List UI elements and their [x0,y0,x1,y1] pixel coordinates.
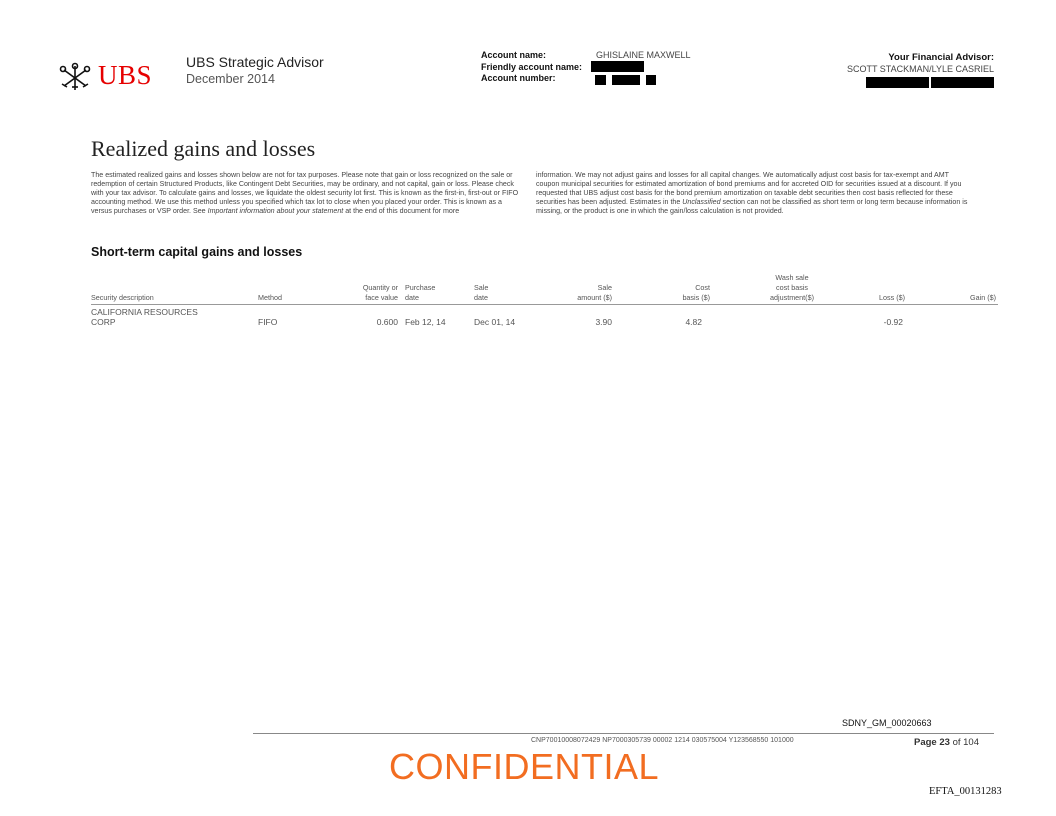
intro-text-right [536,171,968,216]
redaction-advisor-1 [866,77,929,88]
cell-sale-date: Dec 01, 14 [474,317,516,327]
cell-security-line-1: CALIFORNIA RESOURCES [91,307,198,317]
cell-cost-basis: 4.82 [685,317,702,327]
intro-text-left [91,171,523,216]
efta-number: EFTA_00131283 [929,786,1002,797]
friendly-account-name-label: Friendly account name: [481,61,583,72]
cell-method: FIFO [258,317,278,327]
header-quantity [330,283,398,303]
header-quantity-line-2: face value [365,293,398,302]
cell-loss: -0.92 [883,317,903,327]
confidential-stamp: CONFIDENTIAL [389,746,660,787]
page-number [914,737,979,748]
header-wash-line-2: cost basis [776,283,808,292]
ubs-logo [58,60,168,96]
product-name: UBS Strategic Advisor [186,54,324,70]
header-loss: Loss ($) [879,293,905,302]
header-sale-amount-line-1: Sale [597,283,612,292]
header-quantity-line-1: Quantity or [362,283,398,292]
header-gain: Gain ($) [970,293,996,302]
page-current: 23 [939,737,950,748]
three-keys-icon [58,62,92,94]
header-sale-date-line-1: Sale [474,283,489,292]
intro-right-part-1: information. We may not adjust gains and losses for all capital changes. We automatically adjust cost basis for tax-exempt and AMT coupon municipal securities for estimated amortization of bond premiums and for accreted OID for securities issued at a discount. If you requested that UBS adjust cost basis for the bond premium amortization on taxable debt securities then cost basis reflected for these securities has been adjusted. Estimates in the [536,171,962,207]
statement-period: December 2014 [186,72,275,86]
logo-text: UBS [98,60,153,90]
cell-security-line-2: CORP [91,316,116,327]
section-title: Realized gains and losses [91,136,316,161]
account-number-label: Account number: [481,73,556,83]
account-name-value: GHISLAINE MAXWELL [596,50,691,60]
bates-number: SDNY_GM_00020663 [842,718,932,728]
header-cost-line-1: Cost [695,283,710,292]
redaction-account-number-2 [612,75,640,85]
intro-right-part-2: section can not be classified as short term or long term because information is missing, or the product is one in which the gain/loss calculation is not provided. [536,198,968,216]
advisor-names: SCOTT STACKMAN/LYLE CASRIEL [846,64,994,74]
header-purchase-date [405,283,435,303]
header-method: Method [258,293,282,302]
intro-left-part-2: at the end of this document for more [343,207,460,216]
short-term-subheading: Short-term capital gains and losses [91,245,303,259]
page-total: of 104 [952,737,979,748]
header-cost-basis [660,283,710,303]
cell-sale-amount: 3.90 [595,317,612,327]
footer-rule [253,733,994,734]
redaction-friendly-name [591,61,644,72]
table-header-rule [91,304,998,305]
cell-security-description [91,308,198,327]
header-purchase-line-2: date [405,293,419,302]
header-purchase-line-1: Purchase [405,283,436,292]
header-sale-amount [550,283,612,303]
header-wash-sale [752,273,832,303]
header-cost-line-2: basis ($) [682,293,710,302]
header-sale-date [474,283,488,303]
intro-left-part-1: The estimated realized gains and losses shown below are not for tax purposes. Please note that gain or loss recognized on the sale or redemption of certain Structured Products, like Contingent Debt Securities, may be ordinary, and not capital, gain or loss. Please check with your tax advisor. To calculate gains and losses, we liquidate the oldest security lot first. This is known as the first-in, first-out or FIFO accounting method. We use this method unless you specified which tax lot to close when you placed your order. This is known as a versus purchases or VSP order. See [91,171,519,216]
cell-purchase-date: Feb 12, 14 [405,317,446,327]
header-wash-line-3: adjustment($) [770,293,814,302]
intro-right-emphasis: Unclassified [682,198,721,207]
footer-document-code: CNP70010008072429 NP7000305739 00002 1214 030575004 Y123568550 101000 [531,737,794,744]
header-wash-line-1: Wash sale [775,273,809,282]
redaction-account-number-3 [646,75,656,85]
header-sale-date-line-2: date [474,293,488,302]
redaction-account-number-1 [595,75,606,85]
account-labels [481,50,582,85]
advisor-title: Your Financial Advisor: [888,52,994,63]
redaction-advisor-2 [931,77,994,88]
header-security-description: Security description [91,293,154,302]
page-label: Page [914,737,937,748]
cell-quantity: 0.600 [376,317,398,327]
header-sale-amount-line-2: amount ($) [577,293,612,302]
account-name-label: Account name: [481,50,547,60]
intro-left-emphasis: Important information about your statement [207,207,344,216]
